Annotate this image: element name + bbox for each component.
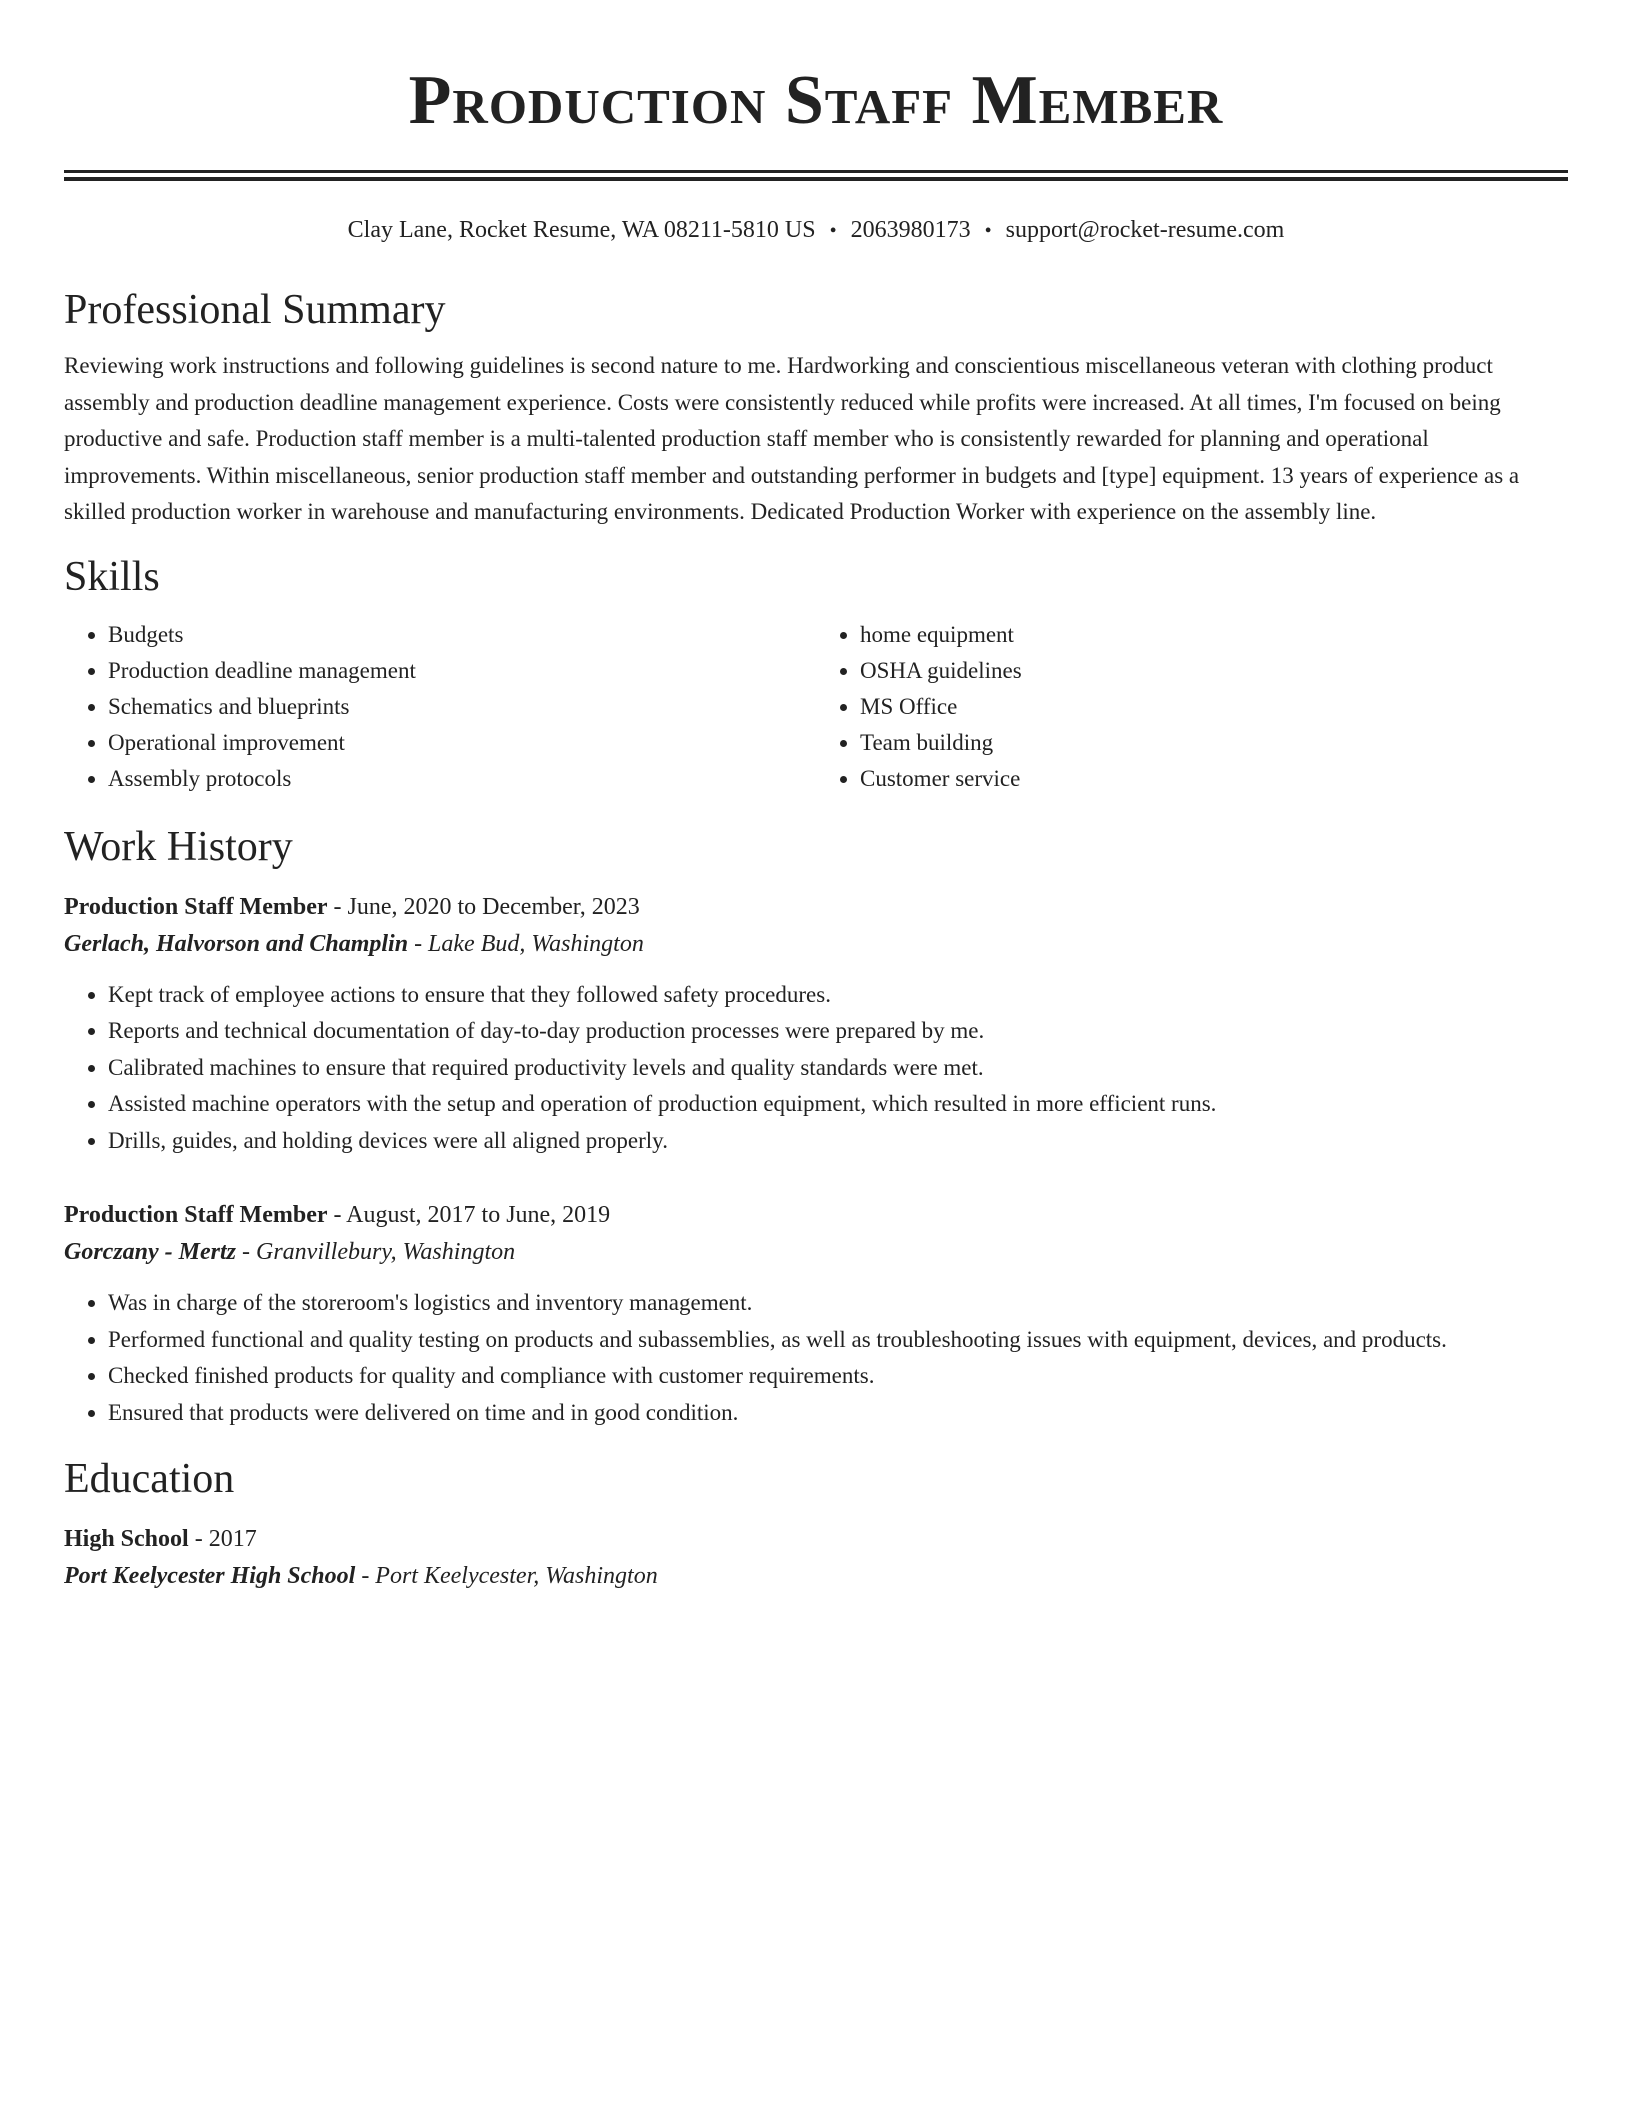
job-duty: • Checked finished products for quality and compliance with customer requirements. bbox=[108, 1358, 1568, 1395]
education-institution bbox=[64, 1557, 1568, 1595]
job-duty: • Ensured that products were delivered on time and in good condition. bbox=[108, 1395, 1568, 1432]
education-year: - 2017 bbox=[188, 1526, 257, 1552]
job-duty: • Was in charge of the storeroom's logistics and inventory management. bbox=[108, 1285, 1568, 1322]
skill-item: • Assembly protocols bbox=[108, 761, 816, 797]
section-title-skills: Skills bbox=[64, 553, 160, 600]
job-employer bbox=[64, 1233, 1568, 1271]
job-heading bbox=[64, 1197, 1568, 1233]
job-role: Production Staff Member bbox=[64, 893, 328, 920]
skills-column-right bbox=[816, 617, 1568, 797]
skill-item: • Schematics and blueprints bbox=[108, 689, 816, 725]
job-entry bbox=[64, 1197, 1568, 1431]
education-heading bbox=[64, 1521, 1568, 1557]
education-entry bbox=[64, 1521, 1568, 1595]
job-location: - Granvillebury, Washington bbox=[236, 1239, 516, 1265]
job-duty: • Reports and technical documentation of day-to-day production processes were prepared by me. bbox=[108, 1013, 1568, 1050]
job-duty: • Assisted machine operators with the setup and operation of production equipment, which resulted in more efficient runs. bbox=[108, 1086, 1568, 1123]
job-employer bbox=[64, 925, 1568, 963]
skill-item: • Operational improvement bbox=[108, 725, 816, 761]
contact-line bbox=[64, 215, 1568, 246]
section-title-summary: Professional Summary bbox=[64, 287, 446, 333]
skills-list bbox=[64, 617, 1568, 797]
section-title-education: Education bbox=[64, 1456, 235, 1502]
resume-name: Production Staff Member bbox=[408, 62, 1224, 139]
contact-separator: • bbox=[984, 220, 992, 242]
education-degree: High School bbox=[64, 1526, 189, 1552]
job-company: Gerlach, Halvorson and Champlin bbox=[64, 930, 409, 957]
skill-item: • Customer service bbox=[860, 761, 1568, 797]
contact-email: support@rocket-resume.com bbox=[1005, 217, 1285, 243]
skill-item: • OSHA guidelines bbox=[860, 653, 1568, 689]
education-school: Port Keelycester High School bbox=[64, 1563, 356, 1589]
skill-item: • home equipment bbox=[860, 617, 1568, 653]
job-dates: - August, 2017 to June, 2019 bbox=[327, 1202, 611, 1228]
summary-text: Reviewing work instructions and following guidelines is second nature to me. Hardworking and conscientious miscellaneous veteran with clothing product assembly and production deadline management experience. Costs were consistently reduced while profits were increased. At all times, I'm focused on being productive and safe. Production staff member is a multi-talented production staff member who is consistently rewarded for planning and operational improvements. Within miscellaneous, senior production staff member and outstanding performer in budgets and [type] equipment. 13 years of experience as a skilled production worker in warehouse and manufacturing environments. Dedicated Production Worker with experience on the assembly line. bbox=[64, 353, 1520, 524]
skill-item: • Production deadline management bbox=[108, 653, 816, 689]
header-divider bbox=[64, 170, 1568, 181]
job-duties bbox=[64, 1285, 1568, 1431]
contact-separator: • bbox=[829, 220, 837, 242]
job-heading bbox=[64, 889, 1568, 925]
job-role: Production Staff Member bbox=[64, 1202, 328, 1228]
job-duty: • Performed functional and quality testing on products and subassemblies, as well as troubleshooting issues with equipment, devices, and products. bbox=[108, 1322, 1568, 1359]
job-entry bbox=[64, 889, 1568, 1160]
education-location: - Port Keelycester, Washington bbox=[355, 1563, 658, 1589]
job-duty: • Kept track of employee actions to ensure that they followed safety procedures. bbox=[108, 977, 1568, 1014]
section-title-work-history: Work History bbox=[64, 823, 293, 870]
skill-item: • Team building bbox=[860, 725, 1568, 761]
contact-address: Clay Lane, Rocket Resume, WA 08211-5810 US bbox=[347, 217, 816, 243]
skill-item: • Budgets bbox=[108, 617, 816, 653]
contact-phone: 2063980173 bbox=[850, 217, 971, 243]
job-duties bbox=[64, 977, 1568, 1160]
job-company: Gorczany - Mertz bbox=[64, 1239, 236, 1265]
job-duty: • Calibrated machines to ensure that required productivity levels and quality standards were met. bbox=[108, 1050, 1568, 1087]
job-dates: - June, 2020 to December, 2023 bbox=[327, 893, 640, 920]
skill-item: • MS Office bbox=[860, 689, 1568, 725]
job-location: - Lake Bud, Washington bbox=[408, 930, 644, 957]
skills-column-left bbox=[64, 617, 816, 797]
job-duty: • Drills, guides, and holding devices were all aligned properly. bbox=[108, 1123, 1568, 1160]
